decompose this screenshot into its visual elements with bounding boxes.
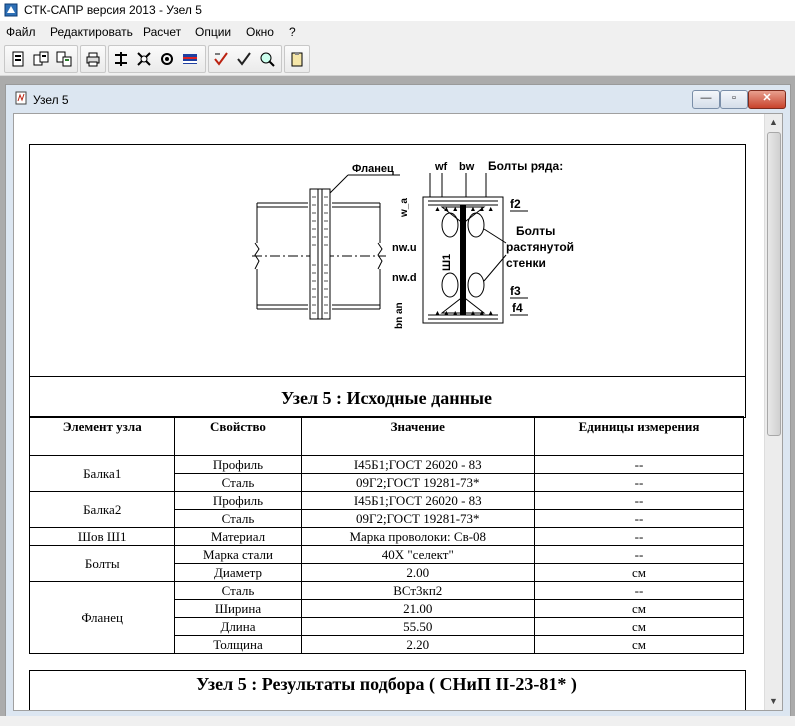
table-row bbox=[30, 456, 744, 474]
node-calc-icon[interactable] bbox=[112, 50, 130, 68]
property-cell: Сталь bbox=[175, 582, 301, 600]
value-cell: Марка проволоки: Св-08 bbox=[301, 528, 534, 546]
table-header-row bbox=[30, 417, 744, 456]
clipboard-icon[interactable] bbox=[288, 50, 306, 68]
table-row bbox=[30, 492, 744, 510]
value-cell: 21.00 bbox=[301, 600, 534, 618]
property-cell: Марка стали bbox=[175, 546, 301, 564]
property-cell: Сталь bbox=[175, 474, 301, 492]
bolts-label-1: Болты bbox=[516, 224, 556, 238]
value-cell: 55.50 bbox=[301, 618, 534, 636]
wf-label: wf bbox=[435, 161, 448, 173]
print-icon[interactable] bbox=[84, 50, 102, 68]
menu-window[interactable]: Окно bbox=[246, 25, 274, 39]
column-header: Элемент узла bbox=[30, 417, 175, 456]
app-title-bar bbox=[0, 0, 795, 22]
flange-label: Фланец bbox=[352, 163, 394, 175]
status-strip bbox=[0, 716, 795, 726]
element-cell: Фланец bbox=[30, 582, 175, 654]
child-window-title-bar[interactable] bbox=[6, 85, 790, 113]
toolbar-group-misc bbox=[284, 45, 310, 73]
element-cell: Болты bbox=[30, 546, 175, 582]
table-row bbox=[30, 546, 744, 564]
svg-text:▲ ▲ ▲ ▲ ▲ ▲ ▲: ▲ ▲ ▲ ▲ ▲ ▲ ▲ bbox=[434, 206, 495, 213]
toolbar bbox=[0, 42, 795, 76]
scrollbar-thumb[interactable] bbox=[767, 132, 781, 436]
toolbar-group-check bbox=[208, 45, 282, 73]
check-icon[interactable] bbox=[212, 50, 230, 68]
nw-d-label: nw.d bbox=[392, 272, 417, 284]
nw-u-label: nw.u bbox=[392, 242, 417, 254]
toolbar-group-print bbox=[80, 45, 106, 73]
element-cell: Балка1 bbox=[30, 456, 175, 492]
bolts-label-2: растянутой bbox=[506, 240, 575, 254]
child-window-title: Узел 5 bbox=[33, 93, 69, 107]
save-doc-icon[interactable] bbox=[55, 50, 73, 68]
bn-an-label: bn an bbox=[394, 302, 405, 329]
value-cell: I45Б1;ГОСТ 26020 - 83 bbox=[301, 492, 534, 510]
unit-cell: -- bbox=[534, 474, 743, 492]
scroll-up-button[interactable]: ▲ bbox=[769, 117, 778, 127]
open-doc-icon[interactable] bbox=[32, 50, 50, 68]
f3-label: f3 bbox=[510, 284, 521, 298]
property-cell: Материал bbox=[175, 528, 301, 546]
unit-cell: см bbox=[534, 618, 743, 636]
unit-cell: -- bbox=[534, 492, 743, 510]
scroll-down-button[interactable]: ▼ bbox=[769, 696, 778, 706]
menu-file[interactable]: Файл bbox=[6, 25, 36, 39]
table-row bbox=[30, 582, 744, 600]
bolts-label-3: стенки bbox=[506, 256, 546, 270]
value-cell: ВСт3кп2 bbox=[301, 582, 534, 600]
element-cell: Шов Ш1 bbox=[30, 528, 175, 546]
f4-label: f4 bbox=[512, 301, 523, 315]
flange-plate bbox=[310, 189, 330, 319]
value-cell: I45Б1;ГОСТ 26020 - 83 bbox=[301, 456, 534, 474]
restore-button[interactable]: ▫ bbox=[720, 90, 748, 109]
toolbar-group-file bbox=[4, 45, 78, 73]
unit-cell: -- bbox=[534, 510, 743, 528]
menu-calc[interactable]: Расчет bbox=[143, 25, 182, 39]
drawing-frame bbox=[29, 144, 746, 378]
value-cell: 40Х "селект" bbox=[301, 546, 534, 564]
bolts-row-label: Болты ряда: bbox=[488, 159, 564, 173]
minimize-button[interactable]: — bbox=[692, 90, 720, 109]
beam-left bbox=[255, 203, 308, 309]
document-icon bbox=[14, 91, 28, 105]
svg-text:▲ ▲ ▲ ▲ ▲ ▲ ▲: ▲ ▲ ▲ ▲ ▲ ▲ ▲ bbox=[434, 310, 495, 317]
app-title: СТК-САПР версия 2013 - Узел 5 bbox=[24, 3, 202, 17]
f2-label: f2 bbox=[510, 197, 521, 211]
unit-cell: -- bbox=[534, 582, 743, 600]
menu-options[interactable]: Опции bbox=[195, 25, 232, 39]
toolbar-group-calc bbox=[108, 45, 206, 73]
menu-edit[interactable]: Редактировать bbox=[50, 25, 133, 39]
value-cell: 09Г2;ГОСТ 19281-73* bbox=[301, 510, 534, 528]
tools-icon[interactable] bbox=[135, 50, 153, 68]
property-cell: Толщина bbox=[175, 636, 301, 654]
property-cell: Ширина bbox=[175, 600, 301, 618]
w-a-label: w_a bbox=[399, 198, 410, 217]
close-button[interactable]: ✕ bbox=[748, 90, 786, 109]
child-window bbox=[5, 84, 791, 718]
unit-cell: -- bbox=[534, 546, 743, 564]
element-cell: Балка2 bbox=[30, 492, 175, 528]
report-view bbox=[13, 113, 783, 711]
value-cell: 2.00 bbox=[301, 564, 534, 582]
column-header: Единицы измерения bbox=[534, 417, 743, 456]
property-cell: Длина bbox=[175, 618, 301, 636]
results-heading: Узел 5 : Результаты подбора ( СНиП II-23-81* ) bbox=[196, 674, 577, 694]
property-cell: Профиль bbox=[175, 456, 301, 474]
new-doc-icon[interactable] bbox=[9, 50, 27, 68]
column-header: Значение bbox=[301, 417, 534, 456]
unit-cell: -- bbox=[534, 528, 743, 546]
zoom-check-icon[interactable] bbox=[258, 50, 276, 68]
table-row bbox=[30, 528, 744, 546]
property-cell: Сталь bbox=[175, 510, 301, 528]
unit-cell: см bbox=[534, 564, 743, 582]
unit-cell: -- bbox=[534, 456, 743, 474]
joint-drawing bbox=[30, 145, 745, 377]
bw-label: bw bbox=[459, 161, 475, 173]
vertical-scrollbar[interactable] bbox=[764, 114, 782, 710]
property-cell: Диаметр bbox=[175, 564, 301, 582]
menu-help[interactable]: ? bbox=[289, 25, 296, 39]
flag-icon[interactable] bbox=[181, 50, 199, 68]
unit-cell: см bbox=[534, 600, 743, 618]
value-cell: 2.20 bbox=[301, 636, 534, 654]
input-table bbox=[29, 416, 744, 654]
settings-icon[interactable] bbox=[158, 50, 176, 68]
app-icon bbox=[4, 3, 18, 17]
menu-bar bbox=[0, 21, 795, 42]
input-heading: Узел 5 : Исходные данные bbox=[280, 388, 492, 408]
weld-label: Ш1 bbox=[441, 253, 453, 271]
unit-cell: см bbox=[534, 636, 743, 654]
column-header: Свойство bbox=[175, 417, 301, 456]
property-cell: Профиль bbox=[175, 492, 301, 510]
report-check-icon[interactable] bbox=[235, 50, 253, 68]
value-cell: 09Г2;ГОСТ 19281-73* bbox=[301, 474, 534, 492]
